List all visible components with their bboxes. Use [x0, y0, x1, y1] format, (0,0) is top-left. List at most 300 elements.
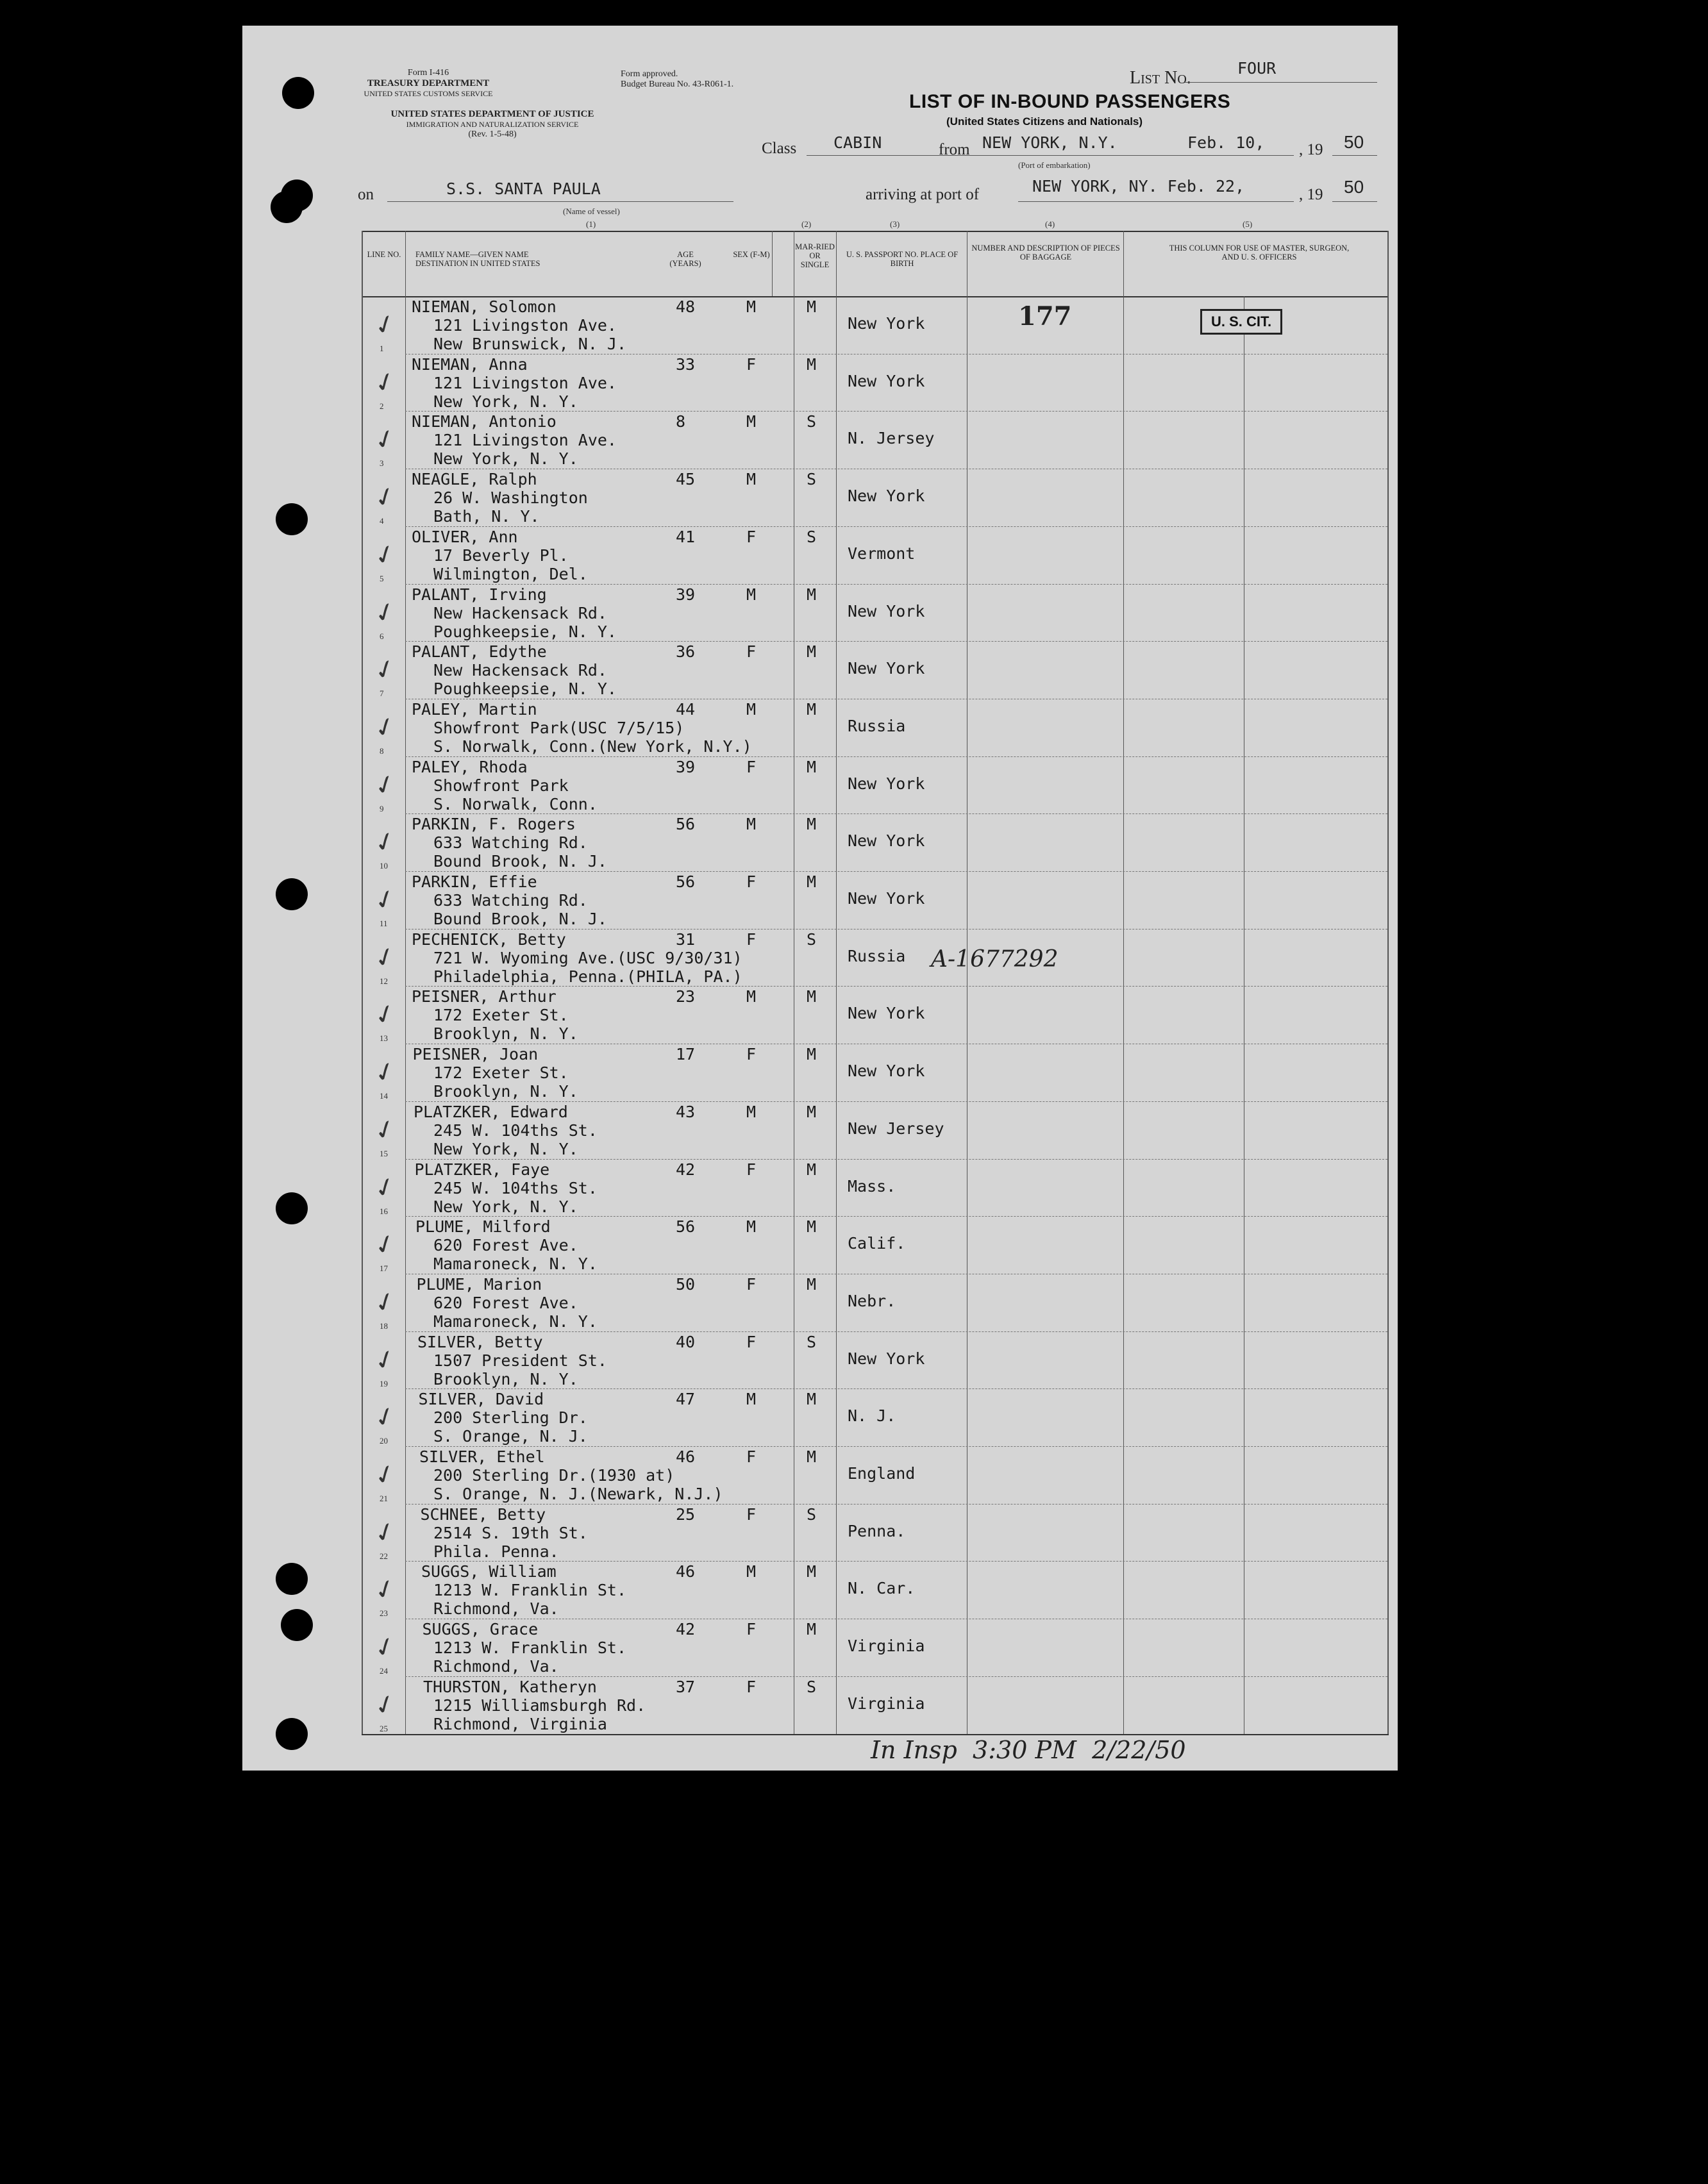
passenger-city: Poughkeepsie, N. Y.	[433, 679, 617, 699]
passenger-city: Phila. Penna.	[433, 1542, 559, 1561]
check-mark: ✓	[370, 1572, 401, 1608]
passenger-city: Bound Brook, N. J.	[433, 910, 607, 928]
revision: (Rev. 1-5-48)	[468, 129, 517, 139]
passenger-city: S. Norwalk, Conn.(New York, N.Y.)	[433, 737, 752, 756]
passenger-city: Poughkeepsie, N. Y.	[433, 622, 617, 641]
colnum-2: (2)	[801, 219, 812, 229]
passenger-city: Richmond, Va.	[433, 1599, 559, 1619]
passenger-sex: F	[746, 1160, 757, 1179]
check-mark: ✓	[370, 307, 401, 343]
passenger-birthplace: New York	[848, 1062, 925, 1081]
colnum-3: (3)	[890, 219, 900, 229]
passenger-name: SCHNEE, Betty	[420, 1505, 546, 1524]
line-number: 17	[380, 1263, 388, 1274]
passenger-sex: M	[746, 815, 757, 834]
row-divider	[405, 756, 1387, 757]
passenger-name: SILVER, David	[418, 1390, 544, 1409]
passenger-name: NIEMAN, Solomon	[412, 297, 557, 316]
passenger-marital: S	[807, 929, 817, 949]
passenger-age: 56	[676, 1217, 696, 1237]
passenger-address: New Hackensack Rd.	[433, 661, 607, 680]
line-number: 8	[380, 746, 384, 756]
col-sep-officers	[1123, 231, 1124, 1735]
year-prefix-2: , 19	[1299, 186, 1323, 203]
row-divider	[405, 1676, 1387, 1677]
passenger-age: 43	[676, 1102, 696, 1121]
passenger-age: 44	[676, 699, 696, 719]
year-prefix-1: , 19	[1299, 141, 1323, 158]
line-number: 21	[380, 1494, 388, 1503]
check-mark: ✓	[370, 1515, 401, 1551]
passenger-age: 47	[676, 1390, 696, 1409]
punch-hole	[276, 1563, 308, 1595]
passenger-age: 56	[676, 872, 696, 891]
passenger-name: PLUME, Marion	[416, 1274, 542, 1294]
line-number: 11	[380, 919, 388, 928]
passenger-age: 39	[676, 757, 696, 776]
passenger-age: 17	[676, 1045, 696, 1064]
passenger-name: PALANT, Irving	[412, 585, 547, 604]
from-value: NEW YORK, N.Y.	[982, 133, 1118, 152]
line-number: 4	[380, 516, 384, 526]
passenger-age: 36	[676, 642, 696, 662]
passenger-marital: M	[807, 872, 817, 891]
passenger-marital: M	[807, 757, 817, 776]
passenger-sex: F	[746, 1620, 757, 1639]
vessel-name: S.S. SANTA PAULA	[446, 179, 601, 198]
passenger-age: 23	[676, 987, 696, 1006]
row-divider	[405, 411, 1387, 412]
table-left-border	[362, 231, 363, 1735]
passenger-city: New Brunswick, N. J.	[433, 335, 627, 353]
page-title: LIST OF IN-BOUND PASSENGERS	[909, 91, 1231, 112]
from-date: Feb. 10,	[1187, 133, 1265, 152]
passenger-birthplace: N. J.	[848, 1406, 896, 1426]
passenger-name: PEISNER, Joan	[412, 1045, 539, 1064]
table-top-border	[362, 231, 1389, 232]
row-divider	[405, 1446, 1387, 1447]
passenger-age: 25	[676, 1505, 696, 1524]
line-number: 13	[380, 1033, 388, 1044]
passenger-marital: M	[807, 1045, 817, 1064]
colhdr-married: MAR-RIED OR SINGLE	[795, 242, 835, 269]
passenger-sex: M	[746, 412, 757, 431]
passenger-sex: M	[746, 1217, 757, 1237]
passenger-sex: M	[746, 699, 757, 719]
passenger-city: Bound Brook, N. J.	[433, 852, 607, 871]
passenger-city: Wilmington, Del.	[433, 564, 588, 583]
passenger-name: PLATZKER, Edward	[414, 1102, 568, 1121]
passenger-marital: S	[807, 470, 817, 489]
line-number: 15	[380, 1148, 388, 1158]
check-mark: ✓	[370, 1054, 401, 1090]
line-number: 1	[380, 344, 384, 353]
line-number: 7	[380, 688, 384, 699]
colhdr-age: AGE (YEARS)	[669, 250, 701, 268]
passenger-name: PLATZKER, Faye	[414, 1160, 550, 1179]
vessel-note: (Name of vessel)	[563, 206, 620, 216]
dept-treasury-sub: UNITED STATES CUSTOMS SERVICE	[364, 89, 493, 98]
dept-justice-sub: IMMIGRATION AND NATURALIZATION SERVICE	[406, 120, 579, 129]
check-mark: ✓	[370, 1170, 401, 1205]
passenger-age: 46	[676, 1562, 696, 1581]
passenger-birthplace: New York	[848, 1349, 925, 1368]
passenger-age: 56	[676, 815, 696, 834]
passenger-sex: F	[746, 1274, 757, 1294]
check-mark: ✓	[370, 1687, 401, 1723]
line-number: 6	[380, 631, 384, 641]
list-no-value: FOUR	[1237, 59, 1277, 78]
embark-note: (Port of embarkation)	[1018, 160, 1091, 170]
passenger-sex: F	[746, 1677, 757, 1696]
row-divider	[405, 584, 1387, 585]
passenger-marital: M	[807, 1160, 817, 1179]
passenger-marital: S	[807, 412, 817, 431]
line-number: 14	[380, 1091, 388, 1101]
from-line	[980, 155, 1294, 156]
passenger-address: 620 Forest Ave.	[433, 1293, 578, 1312]
passenger-birthplace: Nebr.	[848, 1291, 896, 1310]
passenger-birthplace: New York	[848, 831, 925, 851]
passenger-marital: M	[807, 987, 817, 1006]
passenger-city: Bath, N. Y.	[433, 507, 540, 526]
passenger-marital: M	[807, 1217, 817, 1237]
dept-justice: UNITED STATES DEPARTMENT OF JUSTICE	[390, 109, 594, 119]
table-right-border	[1387, 231, 1389, 1735]
check-mark: ✓	[370, 1285, 401, 1321]
passenger-table	[362, 231, 1389, 1737]
class-label: Class	[762, 140, 797, 157]
passenger-birthplace: New York	[848, 371, 925, 390]
passenger-birthplace: New York	[848, 487, 925, 506]
passenger-name: PARKIN, F. Rogers	[412, 815, 576, 834]
passenger-city: Mamaroneck, N. Y.	[433, 1255, 598, 1274]
colnum-1: (1)	[586, 219, 596, 229]
vessel-line	[387, 201, 733, 202]
passenger-address: Showfront Park(USC 7/5/15)	[433, 718, 685, 737]
check-mark: ✓	[370, 1342, 401, 1378]
colnum-5: (5)	[1243, 219, 1253, 229]
passenger-birthplace: New York	[848, 659, 925, 678]
passenger-name: PEISNER, Arthur	[412, 987, 557, 1006]
passenger-birthplace: Russia	[848, 946, 906, 965]
passenger-city: Richmond, Virginia	[433, 1714, 607, 1733]
passenger-name: SUGGS, William	[421, 1562, 557, 1581]
year-line-2	[1332, 201, 1377, 202]
passenger-age: 48	[676, 297, 696, 316]
passenger-sex: M	[746, 297, 757, 316]
passenger-birthplace: New York	[848, 1004, 925, 1023]
passenger-sex: F	[746, 1332, 757, 1351]
budget-bureau: Budget Bureau No. 43-R061-1.	[621, 79, 734, 89]
passenger-age: 40	[676, 1332, 696, 1351]
passenger-address: 1507 President St.	[433, 1351, 607, 1370]
class-value: CABIN	[833, 133, 882, 152]
passenger-sex: F	[746, 642, 757, 662]
passenger-marital: M	[807, 1102, 817, 1121]
colhdr-sex: SEX (F-M)	[733, 250, 770, 259]
colhdr-line-no: LINE NO.	[367, 250, 401, 259]
passenger-marital: M	[807, 642, 817, 662]
passenger-marital: S	[807, 1332, 817, 1351]
passenger-city: New York, N. Y.	[433, 449, 578, 469]
passenger-address: 17 Beverly Pl.	[433, 546, 569, 565]
passenger-sex: F	[746, 354, 757, 374]
check-mark: ✓	[370, 824, 401, 860]
passenger-marital: M	[807, 1620, 817, 1639]
check-mark: ✓	[370, 767, 401, 803]
passenger-address: 633 Watching Rd.	[433, 891, 588, 910]
check-mark: ✓	[370, 1112, 401, 1148]
line-number: 12	[380, 976, 388, 986]
passenger-birthplace: Calif.	[848, 1234, 906, 1253]
passenger-city: New York, N. Y.	[433, 1139, 578, 1158]
passenger-name: THURSTON, Katheryn	[423, 1677, 597, 1696]
passenger-address: 172 Exeter St.	[433, 1006, 569, 1025]
check-mark: ✓	[370, 422, 401, 458]
line-number: 20	[380, 1436, 388, 1446]
passenger-address: 1215 Williamsburgh Rd.	[433, 1696, 646, 1715]
row-divider	[405, 1561, 1387, 1562]
check-mark: ✓	[370, 1457, 401, 1493]
table-bottom-border	[362, 1734, 1389, 1735]
passenger-name: NIEMAN, Antonio	[412, 412, 557, 431]
passenger-city: Philadelphia, Penna.(PHILA, PA.)	[433, 967, 742, 986]
passenger-birthplace: New Jersey	[848, 1119, 944, 1138]
row-divider	[405, 641, 1387, 642]
baggage-count: 177	[1018, 301, 1072, 331]
passenger-marital: M	[807, 297, 817, 316]
passenger-name: SUGGS, Grace	[422, 1620, 539, 1639]
check-mark: ✓	[370, 479, 401, 515]
passenger-marital: M	[807, 1562, 817, 1581]
passenger-address: 172 Exeter St.	[433, 1063, 569, 1083]
colhdr-baggage: NUMBER AND DESCRIPTION OF PIECES OF BAGGAGE	[971, 244, 1120, 262]
us-citizen-stamp: U. S. CIT.	[1200, 309, 1282, 335]
passenger-sex: F	[746, 929, 757, 949]
check-mark: ✓	[370, 1630, 401, 1665]
year-2: 50	[1344, 177, 1364, 197]
passenger-address: 2514 S. 19th St.	[433, 1523, 588, 1542]
passenger-birthplace: New York	[848, 601, 925, 621]
passenger-marital: M	[807, 1390, 817, 1409]
passenger-sex: F	[746, 1045, 757, 1064]
check-mark: ✓	[370, 1399, 401, 1435]
passenger-sex: F	[746, 872, 757, 891]
passenger-marital: M	[807, 815, 817, 834]
passenger-city: S. Orange, N. J.	[433, 1427, 588, 1446]
passenger-address: 121 Livingston Ave.	[433, 316, 617, 335]
list-no-label: List No.	[1130, 68, 1191, 88]
form-approved: Form approved.	[621, 69, 678, 79]
passenger-age: 8	[676, 412, 686, 431]
passenger-sex: F	[746, 757, 757, 776]
row-divider	[405, 871, 1387, 872]
line-number: 18	[380, 1321, 388, 1331]
passenger-sex: F	[746, 1447, 757, 1466]
check-mark: ✓	[370, 882, 401, 918]
passenger-birthplace: Virginia	[848, 1637, 925, 1656]
passenger-city: Brooklyn, N. Y.	[433, 1082, 578, 1101]
passenger-address: 245 W. 104ths St.	[433, 1121, 598, 1140]
passenger-birthplace: New York	[848, 889, 925, 908]
passenger-birthplace: Russia	[848, 716, 906, 735]
passenger-marital: S	[807, 527, 817, 546]
passenger-address: 121 Livingston Ave.	[433, 431, 617, 450]
arriving-label: arriving at port of	[866, 186, 980, 203]
passenger-name: NEAGLE, Ralph	[412, 470, 537, 489]
dept-block	[332, 68, 524, 99]
col-sep-passport	[836, 231, 837, 1735]
passenger-name: SILVER, Betty	[417, 1332, 543, 1351]
check-mark: ✓	[370, 365, 401, 401]
line-number: 2	[380, 401, 384, 411]
passenger-name: OLIVER, Ann	[412, 527, 518, 546]
colnum-4: (4)	[1045, 219, 1055, 229]
passenger-name: PALANT, Edythe	[412, 642, 547, 662]
passenger-age: 41	[676, 527, 696, 546]
passenger-age: 37	[676, 1677, 696, 1696]
row-divider	[405, 1388, 1387, 1389]
passenger-name: SILVER, Ethel	[419, 1447, 545, 1466]
passenger-sex: F	[746, 527, 757, 546]
passenger-name: PECHENICK, Betty	[412, 929, 566, 949]
line-number: 19	[380, 1378, 388, 1388]
row-divider	[405, 1101, 1387, 1102]
col-sep-sex	[772, 231, 773, 296]
row-divider	[405, 1504, 1387, 1505]
row-divider	[405, 986, 1387, 987]
check-mark: ✓	[370, 997, 401, 1033]
punch-hole	[281, 179, 313, 212]
passenger-name: PLUME, Milford	[415, 1217, 551, 1237]
passenger-name: PALEY, Rhoda	[412, 757, 528, 776]
passenger-address: 1213 W. Franklin St.	[433, 1581, 627, 1600]
colhdr-officers: THIS COLUMN FOR USE OF MASTER, SURGEON, AND U. S. OFFICERS	[1169, 244, 1350, 262]
colhdr-passport: U. S. PASSPORT NO. PLACE OF BIRTH	[846, 250, 959, 268]
line-number: 23	[380, 1608, 388, 1619]
check-mark: ✓	[370, 595, 401, 630]
punch-hole	[282, 77, 314, 109]
passenger-address: 721 W. Wyoming Ave.(USC 9/30/31)	[433, 948, 742, 967]
colhdr-name: FAMILY NAME—GIVEN NAME DESTINATION IN UNITED STATES	[415, 250, 540, 268]
passenger-sex: F	[746, 1505, 757, 1524]
passenger-name: PALEY, Martin	[412, 699, 537, 719]
passenger-marital: S	[807, 1505, 817, 1524]
passenger-birthplace: Vermont	[848, 544, 916, 563]
form-number: Form I-416	[407, 68, 449, 78]
passenger-sex: M	[746, 1102, 757, 1121]
passenger-birthplace: N. Jersey	[848, 429, 935, 448]
passenger-age: 33	[676, 354, 696, 374]
punch-hole	[276, 1192, 308, 1224]
passenger-city: Brooklyn, N. Y.	[433, 1369, 578, 1388]
passenger-address: 200 Sterling Dr.	[433, 1408, 588, 1428]
approval-block	[621, 69, 787, 90]
passenger-address: 121 Livingston Ave.	[433, 373, 617, 392]
list-no-line	[1185, 82, 1377, 83]
passenger-address: 26 W. Washington	[433, 488, 588, 508]
passenger-sex: M	[746, 1390, 757, 1409]
check-mark: ✓	[370, 940, 401, 976]
year-1: 50	[1344, 132, 1364, 152]
passenger-birthplace: England	[848, 1464, 916, 1483]
row-divider	[405, 526, 1387, 527]
passenger-name: NIEMAN, Anna	[412, 354, 528, 374]
passenger-city: Mamaroneck, N. Y.	[433, 1312, 598, 1331]
line-number: 3	[380, 458, 384, 469]
punch-hole	[281, 1609, 313, 1641]
justice-block	[351, 109, 633, 140]
line-number: 22	[380, 1551, 388, 1561]
check-mark: ✓	[370, 1227, 401, 1263]
passenger-sex: M	[746, 470, 757, 489]
check-mark: ✓	[370, 537, 401, 573]
passenger-marital: S	[807, 1677, 817, 1696]
line-number: 5	[380, 573, 384, 583]
line-number: 24	[380, 1666, 388, 1676]
row-divider	[405, 1159, 1387, 1160]
inspection-note: In Insp 3:30 PM 2/22/50	[871, 1736, 1186, 1764]
passenger-age: 46	[676, 1447, 696, 1466]
manifest-page	[242, 26, 1398, 1771]
line-number: 25	[380, 1723, 388, 1733]
check-mark: ✓	[370, 710, 401, 746]
passenger-marital: M	[807, 354, 817, 374]
passenger-address: Showfront Park	[433, 776, 569, 795]
year-line-1	[1332, 155, 1377, 156]
line-number: 16	[380, 1206, 388, 1216]
line-number: 10	[380, 861, 388, 871]
passenger-sex: M	[746, 1562, 757, 1581]
passenger-birthplace: N. Car.	[848, 1579, 916, 1598]
passenger-city: New York, N. Y.	[433, 1197, 578, 1216]
from-label: from	[939, 141, 970, 158]
passenger-city: Brooklyn, N. Y.	[433, 1024, 578, 1044]
line-number: 9	[380, 803, 384, 813]
on-label: on	[358, 186, 374, 203]
passenger-marital: M	[807, 699, 817, 719]
passenger-age: 31	[676, 929, 696, 949]
passenger-sex: M	[746, 585, 757, 604]
passenger-address: 200 Sterling Dr.(1930 at)	[433, 1466, 675, 1485]
passenger-address: 633 Watching Rd.	[433, 833, 588, 853]
passenger-birthplace: Penna.	[848, 1521, 906, 1540]
row-divider	[405, 1331, 1387, 1332]
alien-number: A-1677292	[931, 946, 1059, 972]
passenger-city: S. Norwalk, Conn.	[433, 794, 598, 813]
page-subtitle: (United States Citizens and Nationals)	[946, 115, 1143, 128]
passenger-age: 39	[676, 585, 696, 604]
arriving-line	[1018, 201, 1294, 202]
passenger-marital: M	[807, 1447, 817, 1466]
passenger-age: 45	[676, 470, 696, 489]
passenger-age: 42	[676, 1620, 696, 1639]
row-divider	[405, 813, 1387, 814]
passenger-address: 620 Forest Ave.	[433, 1236, 578, 1255]
passenger-city: New York, N. Y.	[433, 392, 578, 411]
passenger-age: 42	[676, 1160, 696, 1179]
passenger-birthplace: Mass.	[848, 1176, 896, 1196]
punch-hole	[276, 503, 308, 535]
col-sep-line	[405, 231, 406, 1735]
passenger-age: 50	[676, 1274, 696, 1294]
passenger-birthplace: Virginia	[848, 1694, 925, 1713]
punch-hole	[276, 878, 308, 910]
passenger-address: 245 W. 104ths St.	[433, 1178, 598, 1197]
passenger-birthplace: New York	[848, 314, 925, 333]
passenger-marital: M	[807, 585, 817, 604]
